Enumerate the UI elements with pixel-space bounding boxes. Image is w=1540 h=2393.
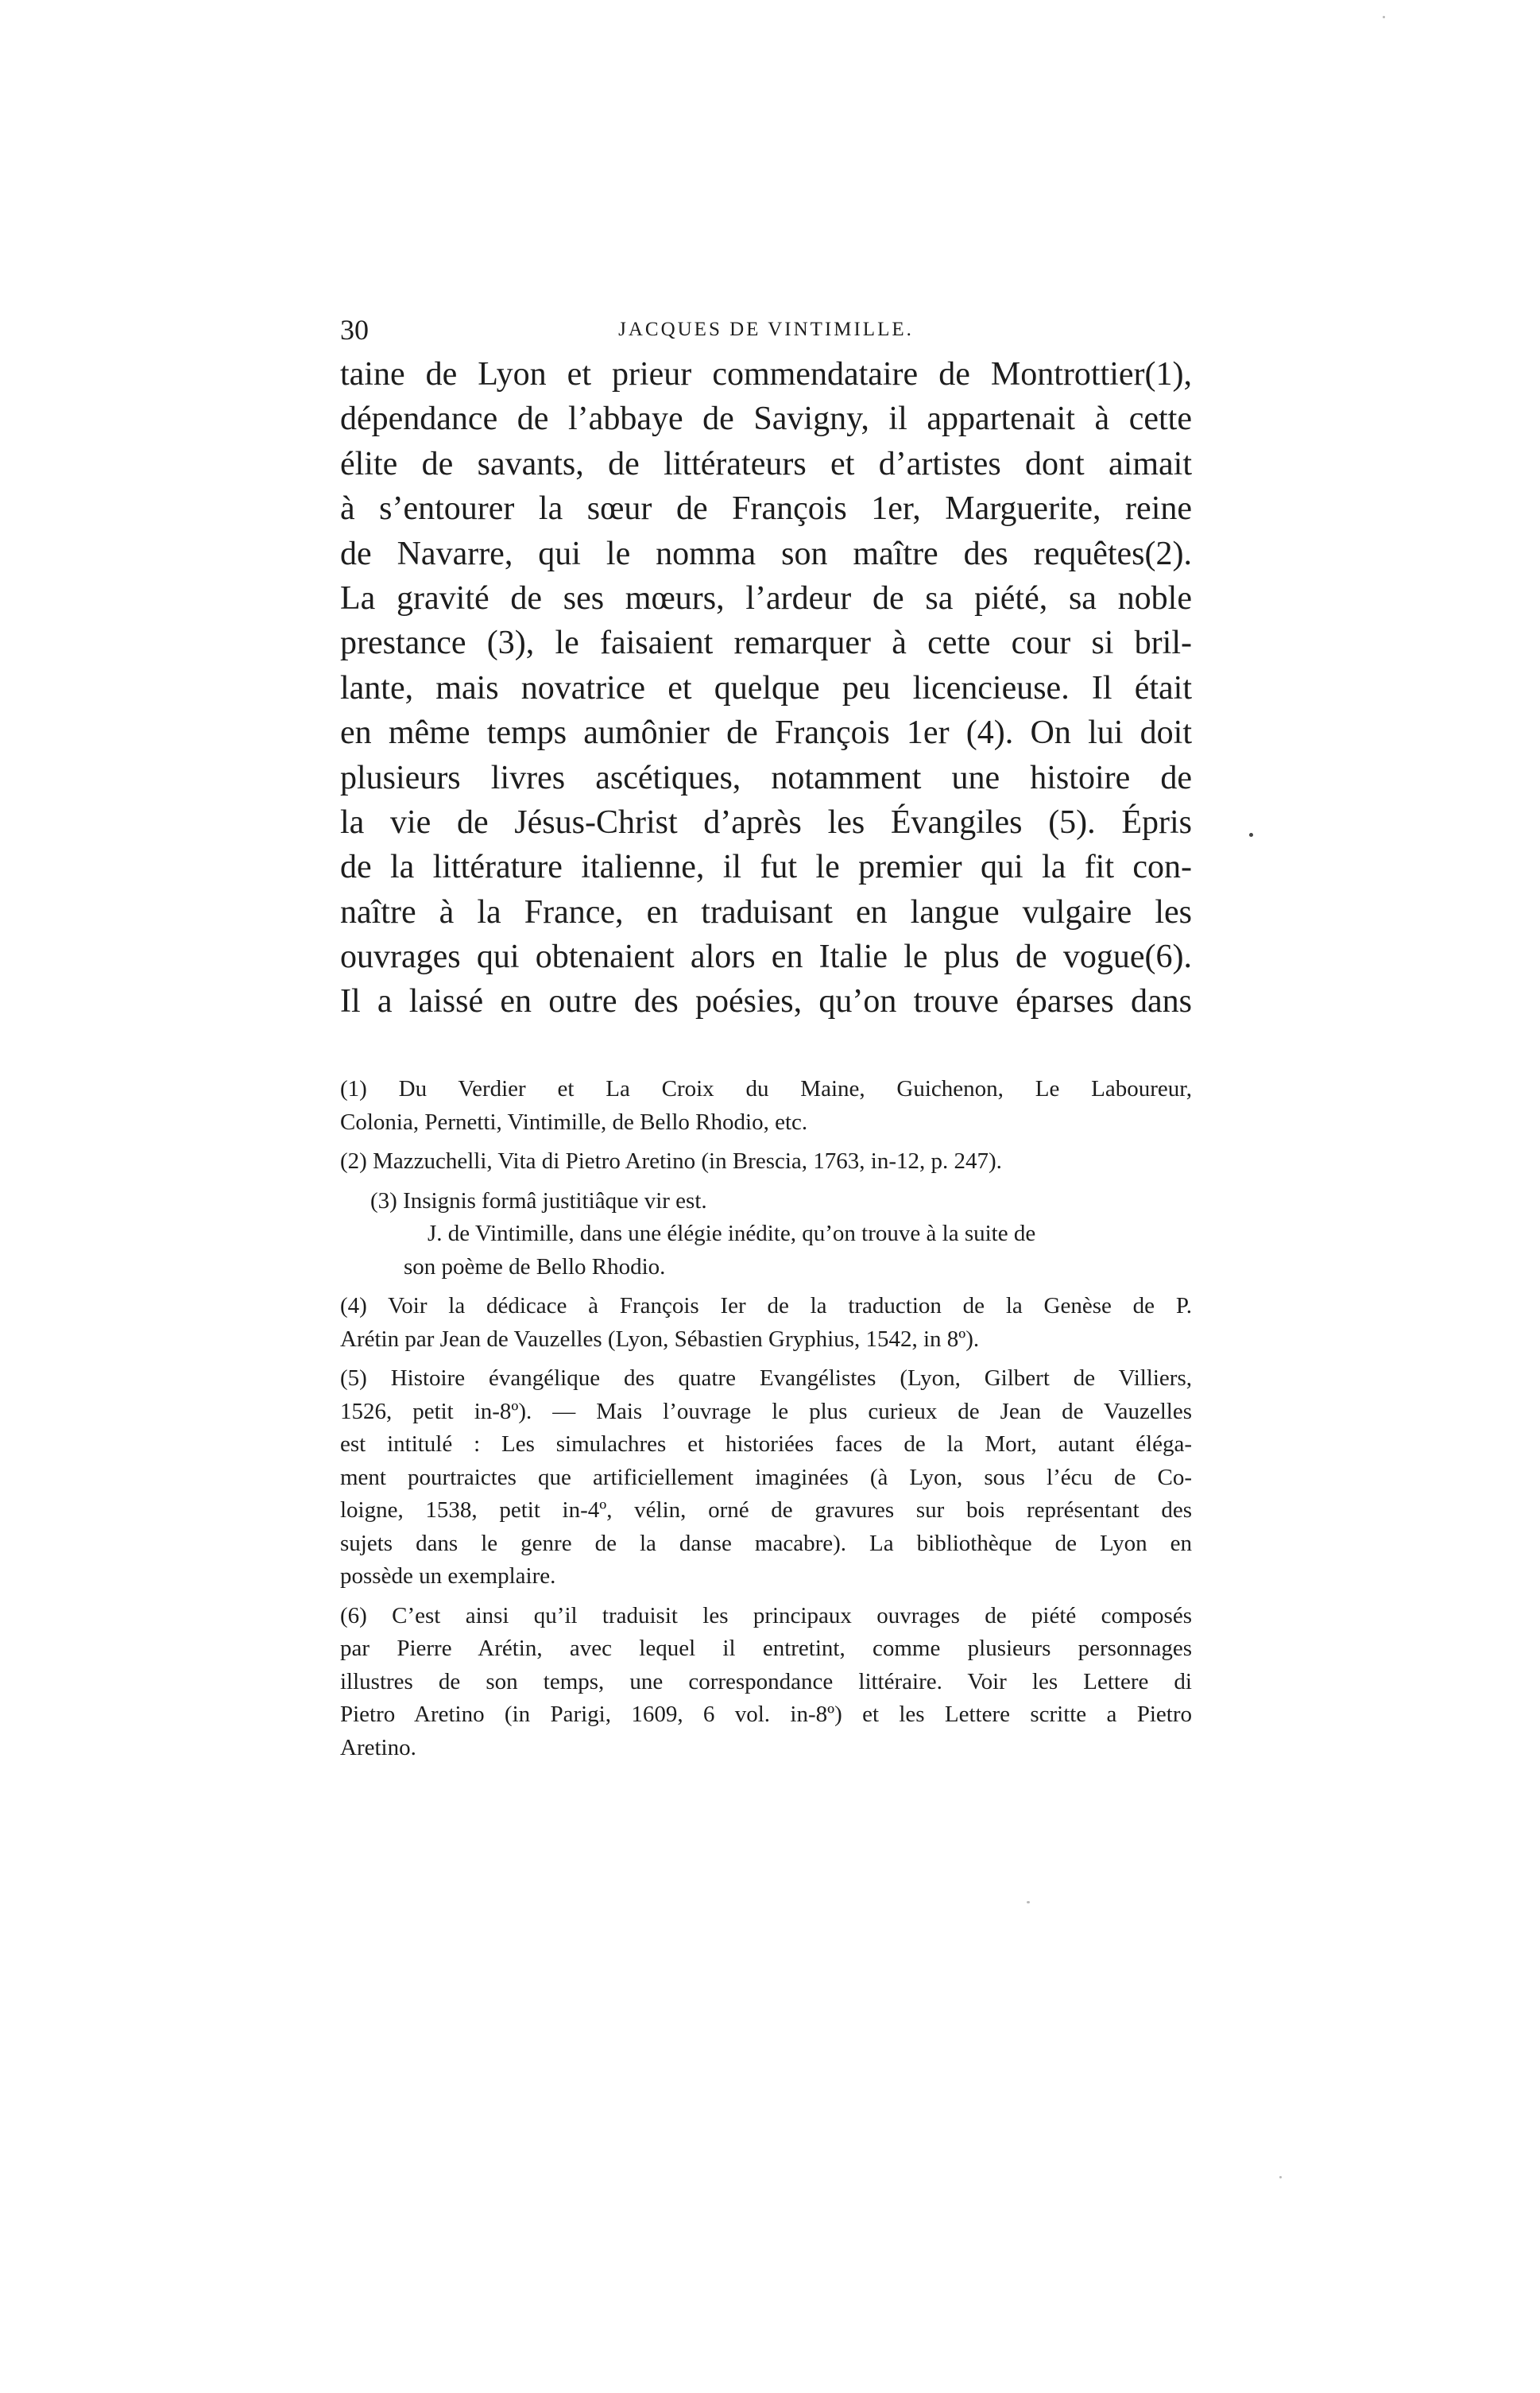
footnote-line: Arétin par Jean de Vauzelles (Lyon, Sébastien Gryphius, 1542, in 8º). xyxy=(340,1326,980,1352)
footnote-line: 1526, petit in-8º). — Mais l’ouvrage le plus curieux de Jean de Vauzelles xyxy=(340,1398,1192,1424)
body-line: lante, mais novatrice et quelque peu licencieuse. Il était xyxy=(340,669,1192,707)
paper-speck xyxy=(1279,2176,1282,2178)
paper-speck xyxy=(1383,16,1385,18)
body-line: taine de Lyon et prieur commendataire de Montrottier(1), xyxy=(340,356,1192,393)
footnote-2 xyxy=(340,1145,1192,1179)
paper-speck xyxy=(1249,833,1253,837)
body-line: dépendance de l’abbaye de Savigny, il appartenait à cette xyxy=(340,401,1192,438)
footnote-line: loigne, 1538, petit in-4º, vélin, orné de gravures sur bois représentant des xyxy=(340,1497,1192,1523)
body-text xyxy=(340,352,1192,1024)
footnote-5 xyxy=(340,1362,1192,1593)
page-header xyxy=(340,306,1192,354)
footnote-1 xyxy=(340,1073,1192,1139)
body-line: naître à la France, en traduisant en langue vulgaire les xyxy=(340,893,1192,931)
footnote-line: (6) C’est ainsi qu’il traduisit les principaux ouvrages de piété composés xyxy=(340,1602,1192,1628)
footnote-line: Aretino. xyxy=(340,1734,416,1760)
paper-speck xyxy=(1027,1901,1030,1903)
body-line: à s’entourer la sœur de François 1er, Marguerite, reine xyxy=(340,490,1192,528)
running-head: JACQUES DE VINTIMILLE. xyxy=(618,319,914,340)
footnote-line: Colonia, Pernetti, Vintimille, de Bello Rhodio, etc. xyxy=(340,1109,808,1135)
footnote-line: possède un exemplaire. xyxy=(340,1563,556,1589)
body-line: plusieurs livres ascétiques, notamment une histoire de xyxy=(340,759,1192,796)
footnote-line: ment pourtraictes que artificiellement imaginées (à Lyon, sous l’écu de Co- xyxy=(340,1464,1192,1490)
body-line: de la littérature italienne, il fut le premier qui la fit con- xyxy=(340,849,1192,886)
footnote-line: (4) Voir la dédicace à François Ier de la traduction de la Genèse de P. xyxy=(340,1293,1192,1318)
body-line: élite de savants, de littérateurs et d’artistes dont aimait xyxy=(340,445,1192,482)
footnote-4 xyxy=(340,1290,1192,1356)
footnote-3 xyxy=(340,1185,1192,1284)
footnote-line: (1) Du Verdier et La Croix du Maine, Guichenon, Le Laboureur, xyxy=(340,1076,1192,1102)
footnote-line: (5) Histoire évangélique des quatre Evangélistes (Lyon, Gilbert de Villiers, xyxy=(340,1365,1192,1391)
page-number: 30 xyxy=(340,314,369,346)
footnotes xyxy=(340,1073,1192,1764)
footnote-line: (2) Mazzuchelli, Vita di Pietro Aretino (in Brescia, 1763, in-12, p. 247). xyxy=(340,1148,1002,1174)
body-line: de Navarre, qui le nomma son maître des requêtes(2). xyxy=(340,535,1192,572)
body-line: Il a laissé en outre des poésies, qu’on trouve éparses dans xyxy=(340,983,1192,1020)
body-line: en même temps aumônier de François 1er (4). On lui doit xyxy=(340,714,1192,752)
footnote-line: J. de Vintimille, dans une élégie inédite, qu’on trouve à la suite de xyxy=(428,1221,1036,1246)
footnote-line: sujets dans le genre de la danse macabre). La bibliothèque de Lyon en xyxy=(340,1530,1192,1556)
body-line: La gravité de ses mœurs, l’ardeur de sa piété, sa noble xyxy=(340,579,1192,617)
footnote-line: est intitulé : Les simulachres et historiées faces de la Mort, autant élégа- xyxy=(340,1431,1192,1457)
body-line: prestance (3), le faisaient remarquer à cette cour si bril- xyxy=(340,625,1192,662)
footnote-line: illustres de son temps, une correspondance littéraire. Voir les Lettere di xyxy=(340,1668,1192,1694)
footnote-line: (3) Insignis formâ justitiâque vir est. xyxy=(370,1187,707,1214)
body-line: ouvrages qui obtenaient alors en Italie le plus de vogue(6). xyxy=(340,939,1192,976)
footnote-6 xyxy=(340,1600,1192,1765)
footnote-line: Pietro Aretino (in Parigi, 1609, 6 vol. in-8º) et les Lettere scritte a Pietro xyxy=(340,1702,1192,1727)
body-line: la vie de Jésus-Christ d’après les Évangiles (5). Épris xyxy=(340,803,1192,841)
footnote-line: son poème de Bello Rhodio. xyxy=(404,1253,666,1280)
footnote-line: par Pierre Arétin, avec lequel il entretint, comme plusieurs personnages xyxy=(340,1636,1192,1661)
